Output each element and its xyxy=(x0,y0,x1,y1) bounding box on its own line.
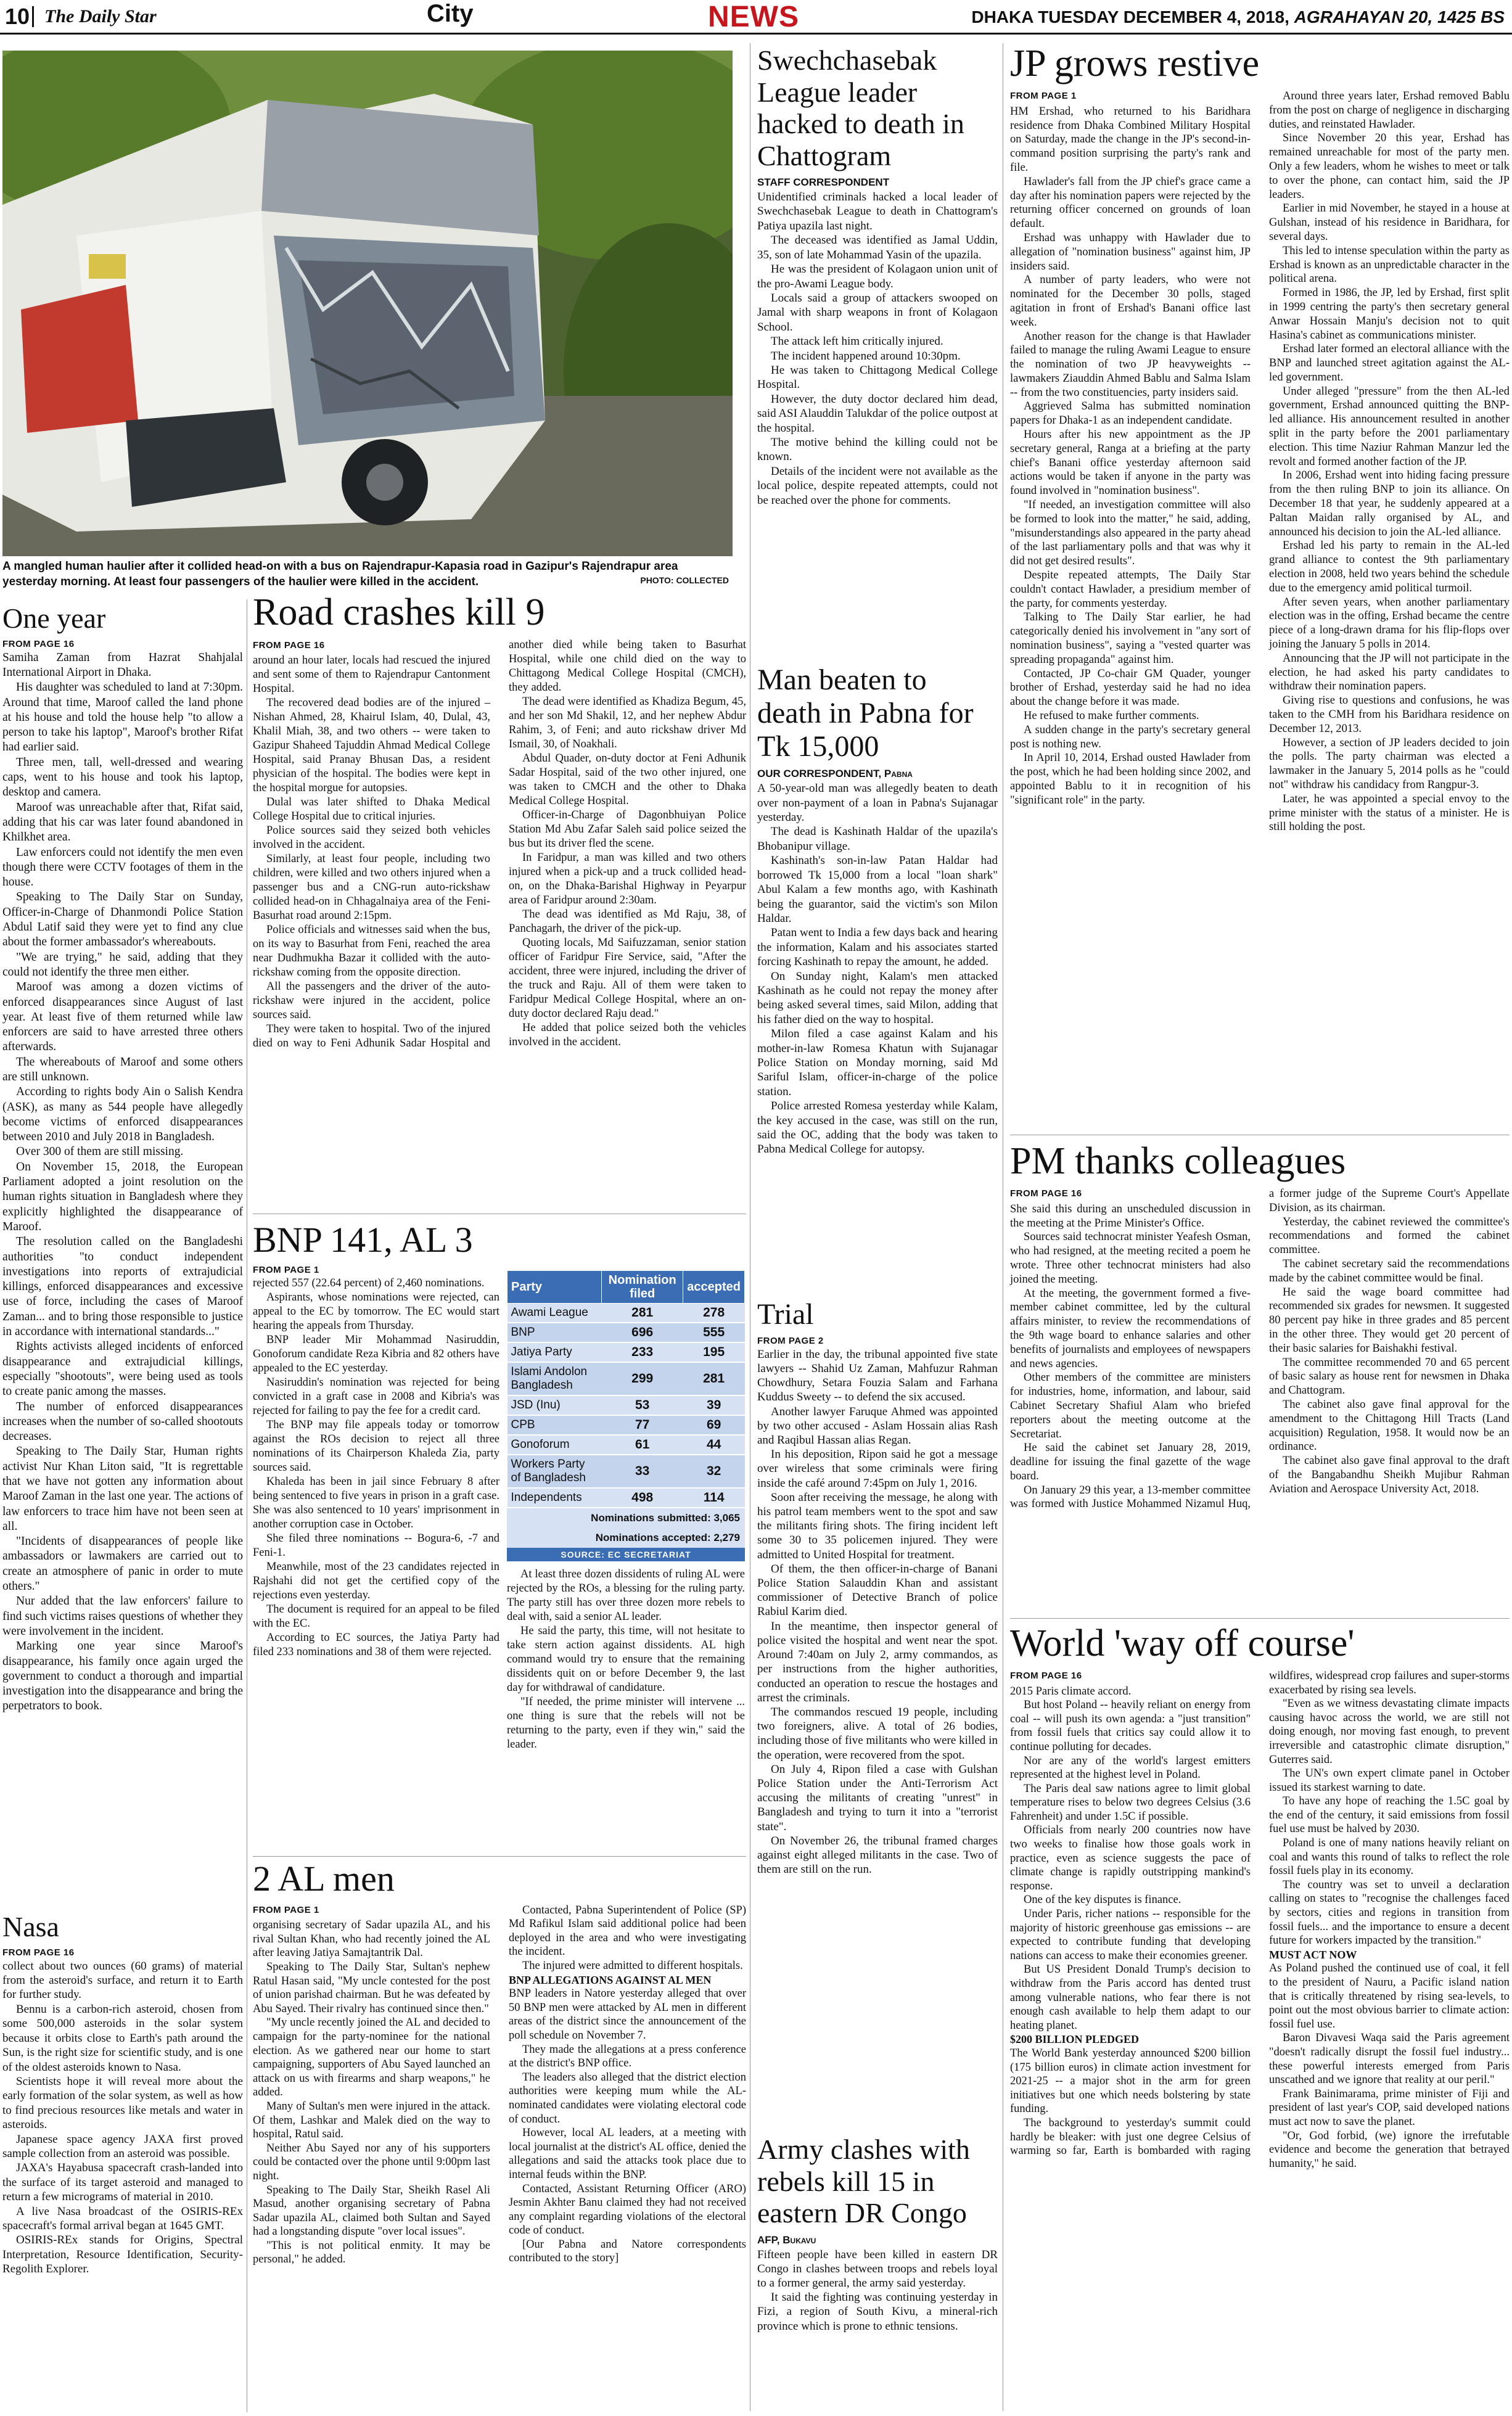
paragraph: Giving rise to questions and confusions, he was taken to the CMH from his Baridhara residence on December 12, 2013. xyxy=(1269,694,1510,735)
byline-trial: FROM PAGE 2 xyxy=(757,1335,824,1346)
paragraph: This led to intense speculation within the party as Ershad is known as an unpredictable character in the political arena. xyxy=(1269,244,1510,286)
accepted-cell: 69 xyxy=(683,1415,745,1435)
byline-one-year: FROM PAGE 16 xyxy=(2,638,75,649)
paragraph: Talking to The Daily Star earlier, he had categorically denied his involvement in "any sort of nomination business", saying a "vested quarter was spreading propaganda" against him. xyxy=(1010,611,1251,666)
paragraph: OSIRIS-REx stands for Origins, Spectral Interpretation, Resource Identification, Security-Regolith Explorer. xyxy=(2,2233,243,2276)
paragraph: Locals said a group of attackers swooped on Jamal with sharp weapons in front of Kolagaon School. xyxy=(757,291,998,334)
paragraph: On Sunday night, Kalam's men attacked Kashinath as he could not repay the money after being asked several times, said Milon, adding that his father died on the way to hospital. xyxy=(757,969,998,1026)
paragraph: Earlier in mid November, he stayed in a house at Gulshan, instead of his residence in Baridhara, for several days. xyxy=(1269,202,1510,243)
paragraph: Despite repeated attempts, The Daily Star couldn't contact Hawlader, a presidium member of the party, for comments yesterday. xyxy=(1010,569,1251,610)
article-bnp-continued xyxy=(507,1568,745,1752)
paragraph: At the meeting, the government formed a five-member cabinet committee, led by the cultural affairs minister, to review the recommendations of the 9th wage board to enhance salaries and other benefits of journalists and employees of newspapers and news agencies. xyxy=(1010,1287,1251,1370)
paragraph: Later, he was appointed a special envoy to the prime minister with the status of a minister. He is still holding the post. xyxy=(1269,792,1510,834)
paragraph: Fifteen people have been killed in eastern DR Congo in clashes between troops and rebels loyal to a former general, the army said yesterday. xyxy=(757,2248,998,2290)
date-english: DHAKA TUESDAY DECEMBER 4, 2018, xyxy=(971,7,1289,27)
accepted-cell: 555 xyxy=(683,1323,745,1342)
paragraph: On November 26, the tribunal framed charges against eight alleged militants in the case. Two of them are still on the run. xyxy=(757,1834,998,1876)
body-man-beaten xyxy=(757,781,998,1157)
paragraph: The committee recommended 70 and 65 percent of basic salary as house rent for newsmen in Dhaka and Chattogram. xyxy=(1269,1356,1510,1397)
accepted-cell: 32 xyxy=(683,1455,745,1488)
paragraph: BNP leaders in Natore yesterday alleged that over 50 BNP men were attacked by AL men in different areas of the district since the announcement of the poll schedule on November 7. xyxy=(509,1987,746,2042)
paragraph: However, local AL leaders, at a meeting with local journalist at the district's AL office, denied the allegations and said the attacks took place due to internal feuds within the BNP. xyxy=(509,2127,746,2181)
paragraph: The BNP may file appeals today or tomorrow against the ROs decision to reject all three nominations of its Chairperson Khaleda Zia, party sources said. xyxy=(253,1418,499,1474)
paragraph: In the meantime, then inspector general of police visited the hospital and went near the spot. Around 7:40am on July 2, army commandos, as per instructions from the higher authorities, conducted an operation to rescue the hostages and arrest the criminals. xyxy=(757,1619,998,1704)
paragraph: He added that police seized both the vehicles involved in the accident. xyxy=(509,1021,746,1048)
paragraph: HM Ershad, who returned to his Baridhara residence from Dhaka Combined Military Hospital on Saturday, made the change in the JP's second-in-command position surprising the party's rank and file. xyxy=(1010,105,1251,174)
paragraph: Contacted, JP Co-chair GM Quader, younger brother of Ershad, yesterday said he had no idea about the change before it was made. xyxy=(1010,667,1251,709)
nominations-grid xyxy=(507,1270,745,1508)
paragraph: Soon after receiving the message, he along with his patrol team members went to the spot and saw the militants firing shots. The firing incident left some 30 to 35 policemen injured. They were admitted to United Hospital for treatment. xyxy=(757,1490,998,1561)
paragraph: Patan went to India a few days back and hearing the information, Kalam and his associates started forcing Kashinath to repay the amount, he added. xyxy=(757,926,998,969)
paragraph: Another lawyer Faruque Ahmed was appointed by two other accused - Aslam Hossain alias Rash and Raqibul Hassan alias Regan. xyxy=(757,1405,998,1447)
paragraph: Maroof was unreachable after that, Rifat said, adding that his car was later found abandoned in Khilkhet area. xyxy=(2,800,243,844)
paragraph: Many of Sultan's men were injured in the attack. Of them, Lashkar and Malek died on the way to hospital, Ratul said. xyxy=(253,2100,490,2141)
filed-cell: 77 xyxy=(602,1415,683,1435)
filed-cell: 299 xyxy=(602,1362,683,1395)
party-cell: Gonoforum xyxy=(507,1435,602,1455)
paragraph: He said the party, this time, will not hesitate to take stern action against dissidents. AL high command would try to ensure that the remaining dissidents quit on or before December 9, the last day for withdrawal of candidature. xyxy=(507,1625,745,1694)
byline-road-crashes: FROM PAGE 16 xyxy=(253,639,325,651)
paragraph: His daughter was scheduled to land at 7:30pm. Around that time, Maroof called the land phone at his house and told the house help "to allow a person to take his laptop", Maroof's brother Rifat had earlier said. xyxy=(2,681,243,754)
paragraph: Scientists hope it will reveal more about the early formation of the solar system, as well as how to find precious resources like metals and water in asteroids. xyxy=(2,2074,243,2132)
party-cell: JSD (Inu) xyxy=(507,1395,602,1415)
paragraph: They made the allegations at a press conference at the district's BNP office. xyxy=(509,2043,746,2070)
paragraph: A live Nasa broadcast of the OSIRIS-REx spacecraft's formal arrival began at 1645 GMT. xyxy=(2,2204,243,2232)
body-al-men xyxy=(253,1904,746,2267)
paragraph: Nor are any of the world's largest emitters represented at the highest level in Poland. xyxy=(1010,1754,1251,1781)
subheading: $200 BILLION PLEDGED xyxy=(1010,2033,1140,2046)
paragraph: organising secretary of Sadar upazila AL, and his rival Sultan Khan, who had recently joined the AL after leaving Jatiya Samajtantrik Dal. xyxy=(253,1919,490,1960)
paragraph: "Even as we witness devastating climate impacts causing havoc across the world, we are still not doing enough, nor moving fast enough, to prevent irreversible and catastrophic climate disruption," Guterres said. xyxy=(1269,1698,1510,1766)
article-man-beaten xyxy=(757,664,998,1157)
paragraph: The dead were identified as Khadiza Begum, 45, and her son Md Shakil, 12, and her nephew Abdur Rahim, 3, of Feni; and auto rickshaw driver Md Ismail, 30, of Noakhali. xyxy=(509,695,746,750)
paragraph: Speaking to The Daily Star, Human rights activist Nur Khan Liton said, "It is regrettable that we have not gotten any information about Maroof Zaman in the last one year. The actions of law enforcers to trace him have not been seen at all. xyxy=(2,1445,243,1533)
paragraph: Around three years later, Ershad removed Bablu from the post on charge of negligence in discharging duties, and reinstated Hawlader. xyxy=(1269,89,1510,131)
headline-nasa: Nasa xyxy=(2,1911,59,1942)
paragraph: 2015 Paris climate accord. xyxy=(1010,1685,1132,1698)
paragraph: "Incidents of disappearances of people like ambassadors or lawmakers are carried out to create an atmosphere of panic in order to mute others." xyxy=(2,1535,243,1593)
paragraph: However, a section of JP leaders decided to join the polls. The party chairman was elected a lawmaker in the January 5, 2014 polls as he "could not" withdraw his candidacy from Rangpur-3. xyxy=(1269,736,1510,791)
paragraph: On July 4, Ripon filed a case with Gulshan Police Station under the Anti-Terrorism Act accusing the militants of creating "unrest" in Bangladesh and trying to turn it into a "terrorist state". xyxy=(757,1762,998,1833)
party-cell: Workers Party of Bangladesh xyxy=(507,1455,602,1488)
filed-cell: 33 xyxy=(602,1455,683,1488)
byline-nasa: FROM PAGE 16 xyxy=(2,1947,75,1958)
party-cell: CPB xyxy=(507,1415,602,1435)
paragraph: The deceased was identified as Jamal Uddin, 35, son of late Mohammad Yasin of the upazila. xyxy=(757,234,998,261)
paragraph: Contacted, Pabna Superintendent of Police (SP) Md Rafikul Islam said additional police had been deployed in the area and who were investigating the incident. xyxy=(509,1904,746,1958)
column-header: accepted xyxy=(683,1271,745,1304)
paragraph: Speaking to The Daily Star, Sultan's nephew Ratul Hasan said, "My uncle contested for the post of union parishad chairman. But he was defeated by Abu Sayed. Their rivalry has continued since then." xyxy=(253,1961,490,2015)
paragraph: Khaleda has been in jail since February 8 after being sentenced to five years in prison in a graft case. She was also sentenced to 10 years' imprisonment in another corruption case in October. xyxy=(253,1475,499,1531)
paragraph: The incident happened around 10:30pm. xyxy=(771,349,961,363)
paragraph: She filed three nominations -- Bogura-6, -7 and Feni-1. xyxy=(253,1532,499,1559)
paragraph: The dead was identified as Md Raju, 38, of Panchagarh, the driver of the pick-up. xyxy=(509,908,746,935)
paragraph: The World Bank yesterday announced $200 billion (175 billion euros) in climate action investment for 2021-25 -- a major shot in the arm for green initiatives but one which needs bolstering by state funding. xyxy=(1010,2047,1251,2116)
paragraph: Law enforcers could not identify the men even though there were CCTV footages of them in the house. xyxy=(2,845,243,889)
party-cell: Awami League xyxy=(507,1304,602,1323)
paragraph: The UN's own expert climate panel in October issued its starkest warning to date. xyxy=(1269,1767,1510,1794)
paragraph: [Our Pabna and Natore correspondents contributed to the story] xyxy=(509,2238,746,2265)
paragraph: Dulal was later shifted to Dhaka Medical College Hospital due to critical injuries. xyxy=(253,795,490,823)
paragraph: "If needed, the prime minister will intervene ... one thing is sure that the rebels will not be returning to the party, even if they win," said the leader. xyxy=(507,1696,745,1751)
headline-one-year: One year xyxy=(2,602,106,634)
body-bnp xyxy=(253,1276,499,1659)
masthead: The Daily Star xyxy=(44,6,157,27)
byline-swechchasebak: STAFF CORRESPONDENT xyxy=(757,176,890,189)
column-header: Party xyxy=(507,1271,602,1304)
issue-date xyxy=(971,7,1505,27)
paragraph: In April 10, 2014, Ershad ousted Hawlader from the post, which he had been holding since 2002, and appointed Bablu to it in recognition of his "significant role" in the party. xyxy=(1010,752,1251,807)
byline-pm-thanks: FROM PAGE 16 xyxy=(1010,1188,1082,1199)
paragraph: According to EC sources, the Jatiya Party had filed 233 nominations and 38 of them were rejected. xyxy=(253,1631,499,1658)
article-bnp xyxy=(253,1221,499,1659)
paragraph: Police officials and witnesses said when the bus, on its way to Basurhat from Feni, reached the area near Dudhmukha Bazar it collided with the auto-rickshaw coming from the opposite direction. xyxy=(253,923,490,979)
body-road-crashes xyxy=(253,638,746,1051)
paragraph: The attack left him critically injured. xyxy=(771,335,943,348)
paragraph: The cabinet also gave final approval for the amendment to the Chittagong Hill Tracts (Land acquisition) Regulation, 1958. It would now be an ordinance. xyxy=(1269,1398,1510,1453)
subheading: BNP ALLEGATIONS AGAINST AL MEN xyxy=(509,1973,712,1986)
byline-world: FROM PAGE 16 xyxy=(1010,1670,1082,1681)
filed-cell: 696 xyxy=(602,1323,683,1342)
paragraph: Officials from nearly 200 countries now have two weeks to finalise how those goals work in practice, even as science suggests the pace of climate change is rapidly outstripping mankind's response. xyxy=(1010,1824,1251,1892)
article-pm-thanks xyxy=(1010,1141,1510,1511)
paragraph: A 50-year-old man was allegedly beaten to death over non-payment of a loan in Pabna's Sujanagar yesterday. xyxy=(757,782,998,824)
paragraph: Nasiruddin's nomination was rejected for being convicted in a graft case in 2008 and Kibria's was rejected for failing to pay the fee for a credit card. xyxy=(253,1376,499,1417)
section-rule xyxy=(253,1856,746,1857)
body-one-year xyxy=(2,651,243,1714)
paragraph: As Poland pushed the continued use of coal, it fell to the president of Nauru, a Pacific island nation that is critically threatened by rising sea-levels, to point out the most obvious barrier to climate action: fossil fuel use. xyxy=(1269,1962,1510,2031)
article-nasa xyxy=(2,1912,243,2277)
table-row xyxy=(507,1488,745,1508)
paragraph: Neither Abu Sayed nor any of his supporters could be contacted over the phone until 9:00pm last night. xyxy=(253,2142,490,2182)
paragraph: But US President Donald Trump's decision to withdraw from the Paris accord has dented trust among vulnerable nations, who fear there is not enough cash available to help them adapt to our heating planet. xyxy=(1010,1963,1251,2032)
paragraph: Nur added that the law enforcers' failure to find such victims raises questions of whether they were involvement in the incident. xyxy=(2,1595,243,1638)
paragraph: However, the duty doctor declared him dead, said ASI Alauddin Talukdar of the police outpost at the hospital. xyxy=(757,392,998,435)
paragraph: Hours after his new appointment as the JP secretary general, Ranga at a briefing at the party chief's Banani office yesterday afternoon said actions would be taken if anyone in the party was found involved in "nomination business". xyxy=(1010,429,1251,498)
paragraph: The recovered dead bodies are of the injured – Nishan Ahmed, 28, Khairul Islam, 40, Dulal, 43, Khalil Miah, 38, and two others -- were taken to Gazipur Shaheed Tajuddin Ahmad Medical College Hospital, said Pranay Bhusan Das, a resident physician of the hospital. The bodies were kept in the hospital morgue for autopsies. xyxy=(253,696,490,794)
paragraph: Ershad led his party to remain in the AL-led grand alliance to contest the 9th parliamentary election in 2008, held two years behind the schedule due to the emergency amid political turmoil. xyxy=(1269,540,1510,594)
paragraph: Rights activists alleged incidents of enforced disappearance and extrajudicial killings, especially "shootouts", were being used as tools to create panic among the masses. xyxy=(2,1340,243,1399)
paragraph: He was the president of Kolagaon union unit of the pro-Awami League body. xyxy=(757,263,998,290)
paragraph: Baron Divavesi Waqa said the Paris agreement "doesn't radically disrupt the fossil fuel industry... these powerful interests emerged from Paris unscathed and we ignore that reality at our peril." xyxy=(1269,2032,1510,2087)
photo-credit: PHOTO: COLLECTED xyxy=(640,575,729,585)
accepted-cell: 39 xyxy=(683,1395,745,1415)
paragraph: On January 29 this year, a 13-member committee was formed with Justice Mohammed Nizamul Huq, a former judge of the Supreme Court's Appellate Division, as its chairman. xyxy=(1010,1187,1510,1511)
body-trial xyxy=(757,1347,998,1877)
paragraph: Police sources said they seized both vehicles involved in the accident. xyxy=(253,824,490,851)
paragraph: rejected 557 (22.64 percent) of 2,460 nominations. xyxy=(253,1276,485,1289)
section-label: NEWS xyxy=(708,1,799,33)
filed-cell: 498 xyxy=(602,1488,683,1508)
paragraph: A sudden change in the party's secretary general post is nothing new. xyxy=(1010,723,1251,750)
paragraph: The Paris deal saw nations agree to limit global temperature rises to below two degrees Celsius (3.6 Fahrenheit) and under 1.5C if possible. xyxy=(1010,1782,1251,1823)
filed-cell: 281 xyxy=(602,1304,683,1323)
party-cell: Independents xyxy=(507,1488,602,1508)
paragraph: At least three dozen dissidents of ruling AL were rejected by the ROs, a blessing for the ruling party. The party still has over three dozen more rebels to deal with, said a senior AL leader. xyxy=(507,1568,745,1623)
paragraph: Aspirants, whose nominations were rejected, can appeal to the EC by tomorrow. The EC would start hearing the appeals from Thursday. xyxy=(253,1291,499,1332)
paragraph: "Or, God forbid, (we) ignore the irrefutable evidence and become the generation that betrayed humanity," he said. xyxy=(1269,2129,1510,2170)
paragraph: Officer-in-Charge of Dagonbhuiyan Police Station Md Abu Zafar Saleh said police seized the bus but its driver fled the scene. xyxy=(509,808,746,850)
paragraph: It said the fighting was continuing yesterday in Fizi, a region of South Kivu, a mineral-rich province which is prone to ethnic tensions. xyxy=(757,2291,998,2333)
column-header: Nomination filed xyxy=(602,1271,683,1304)
paragraph: "This is not political enmity. It may be personal," he added. xyxy=(253,2239,490,2266)
paragraph: Since November 20 this year, Ershad has remained unreachable for most of the party men. Only a few leaders, whom he wishes to meet or talk to over the phone, can contact him, said the JP leaders. xyxy=(1269,132,1510,201)
accepted-cell: 195 xyxy=(683,1342,745,1362)
headline-army-clashes: Army clashes with rebels kill 15 in eastern DR Congo xyxy=(757,2134,970,2229)
paragraph: Earlier in the day, the tribunal appointed five state lawyers -- Shahid Uz Zaman, Mahfuzur Rahman Chowdhury, Setara Fouzia Salam and Farhana Kuddus Sweety -- to defend the six accused. xyxy=(757,1347,998,1404)
paragraph: The cabinet also gave final approval to the draft of the Bangabandhu Sheikh Mujibur Rahman Aviation and Aerospace University Act, 2018. xyxy=(1269,1455,1510,1495)
paragraph: Kashinath's son-in-law Patan Haldar had borrowed Tk 15,000 from a local "loan shark" Abul Kalam a few months ago, with Kashinath being the guarantor, said the victim's son Milon Haldar. xyxy=(757,854,998,925)
paragraph: The resolution called on the Bangladeshi authorities "to conduct independent investigations into reports of extrajudicial killings, enforced disappearances and excessive use of force, including the cases of Maroof Zaman... and to bring those responsible to justice in accordance with international standards..." xyxy=(2,1235,243,1339)
section-name: City xyxy=(427,0,474,27)
article-road-crashes xyxy=(253,592,746,1051)
paragraph: According to rights body Ain o Salish Kendra (ASK), as many as 544 people have allegedly become victims of enforced disappearances between 2010 and July 2018 in Bangladesh. xyxy=(2,1085,243,1144)
paragraph: The dead is Kashinath Haldar of the upazila's Bhobanipur village. xyxy=(757,825,998,853)
paragraph: Speaking to The Daily Star, Sheikh Rasel Ali Masud, another organising secretary of Pabna Sadar upazila AL, claimed both Sultan and Sayed had a longstanding dispute "over local issues". xyxy=(253,2184,490,2238)
paragraph: Speaking to The Daily Star on Sunday, Officer-in-Charge of Dhanmondi Police Station Abdul Latif said they were yet to find any clue about the former ambassador's whereabouts. xyxy=(2,890,243,949)
paragraph: "If needed, an investigation committee will also be formed to look into the matter," he said, adding, "misunderstandings also appeared in the party ahead of the last parliamentary polls and that was why it did not get desired results". xyxy=(1010,499,1251,568)
filed-cell: 53 xyxy=(602,1395,683,1415)
caption-text: A mangled human haulier after it collided head-on with a bus on Rajendrapur-Kapasia road in Gazipur's Rajendrapur area yesterday morning. At least four passengers of the haulier were killed in the accident. xyxy=(2,560,678,588)
paragraph: Details of the incident were not available as the local police, despite repeated attempts, could not be reached over the phone for comments. xyxy=(757,464,998,507)
paragraph: Bennu is a carbon-rich asteroid, chosen from some 500,000 asteroids in the solar system because it orbits close to Earth's path around the Sun, is the right size for scientific study, and is one of the oldest asteroids known to Nasa. xyxy=(2,2002,243,2074)
paragraph: around an hour later, locals had rescued the injured and sent some of them to Rajendrapur Cantonment Hospital. xyxy=(253,654,490,695)
paragraph: To have any hope of reaching the 1.5C goal by the end of the century, it said emissions from fossil fuel use must be halved by 2030. xyxy=(1269,1795,1510,1836)
paragraph: Samiha Zaman from Hazrat Shahjalal International Airport in Dhaka. xyxy=(2,651,243,679)
table-row xyxy=(507,1455,745,1488)
paragraph: Marking one year since Maroof's disappearance, his family once again urged the government to conduct a thorough and impartial investigation into the disappearance and bring the perpetrators to book. xyxy=(2,1640,243,1713)
paragraph: Under alleged "pressure" from the then AL-led government, Ershad announced quitting the BNP-led alliance. His announcement resulted in another split in the party before the 2001 parliamentary election. This time Naziur Rahman Manzur led the revolt and formed another faction of the JP. xyxy=(1269,385,1510,468)
paragraph: Of them, the then officer-in-charge of Banani Police Station Salauddin Khan and assistant commissioner of Detective Branch of police Rabiul Karim died. xyxy=(757,1562,998,1619)
photo-caption xyxy=(2,559,733,590)
paragraph: Under Paris, richer nations -- responsible for the majority of historic greenhouse gas emissions -- are expected to contribute funding that developing nations can access to make their economies greener. xyxy=(1010,1908,1251,1962)
paragraph: He said the cabinet set January 28, 2019, deadline for issuing the final gazette of the wage board. xyxy=(1010,1442,1251,1482)
headline-world: World 'way off course' xyxy=(1010,1622,1355,1664)
article-army-clashes xyxy=(757,2134,998,2333)
headline-swechchasebak: Swechchasebak League leader hacked to death in Chattogram xyxy=(757,44,964,171)
paragraph: Ershad later formed an electoral alliance with the BNP and launched street agitation against the AL-led government. xyxy=(1269,343,1510,384)
table-header-row xyxy=(507,1271,745,1304)
paragraph: Aggrieved Salma has submitted nomination papers for Dhaka-1 as an independent candidate. xyxy=(1010,400,1251,427)
header-divider xyxy=(32,6,34,27)
paragraph: "We are trying," he said, adding that they could not identify the three men either. xyxy=(2,950,243,979)
table-row xyxy=(507,1435,745,1455)
byline-jp: FROM PAGE 1 xyxy=(1010,90,1077,101)
paragraph: BNP leader Mir Mohammad Nasiruddin, Gonoforum candidate Reza Kibria and 82 others have appealed to the EC yesterday. xyxy=(253,1333,499,1374)
party-cell: BNP xyxy=(507,1323,602,1342)
article-swechchasebak xyxy=(757,44,998,507)
body-pm-thanks xyxy=(1010,1187,1510,1511)
paragraph: In Faridpur, a man was killed and two others injured when a pick-up and a truck collided head-on, on the Dhaka-Barishal Highway in Peyarpur area of Faridpur around 2:30am. xyxy=(509,851,746,906)
wrecked-vehicle-image xyxy=(2,51,733,556)
paragraph: Ershad was unhappy with Hawlader due to allegation of "nomination business" against him, JP insiders said. xyxy=(1010,231,1251,273)
nominations-submitted: Nominations submitted: 3,065 xyxy=(507,1508,745,1528)
accepted-cell: 278 xyxy=(683,1304,745,1323)
paragraph: Three men, tall, well-dressed and wearing caps, went to his house and took his laptop, desktop and camera. xyxy=(2,755,243,799)
article-one-year xyxy=(2,603,243,1714)
byline-al-men: FROM PAGE 1 xyxy=(253,1904,319,1915)
paragraph: They were taken to hospital. Two of the injured died on way to Feni Adhunik Sadar Hospital and another died while being taken to Basurhat Hospital, while one child died on the way to Chittagong Medical College Hospital (CMCH), they added. xyxy=(253,638,746,1050)
paragraph: The country was set to unveil a declaration calling on states to "recognise the challenges faced by sectors, cities and regions in transition from fossil fuels... and the importance to ensure a decent future for workers impacted by the transition." xyxy=(1269,1878,1510,1947)
body-swechchasebak xyxy=(757,190,998,507)
paragraph: JAXA's Hayabusa spacecraft crash-landed into the surface of its target asteroid and managed to return a few micrograms of material in 2010. xyxy=(2,2161,243,2204)
paragraph: Unidentified criminals hacked a local leader of Swechchasebak League to death in Chattogram's Patiya upazila last night. xyxy=(757,191,998,232)
paragraph: In 2006, Ershad went into hiding facing pressure from the then ruling BNP to join its alliance. On December 18 that year, he suddenly appeared at a Paltan Maidan rally organised by AL, and announced his decision to join the AL-led alliance. xyxy=(1269,469,1510,538)
paragraph: A number of party leaders, who were not nominated for the December 30 polls, staged agitation in front of Ershad's Banani office last week. xyxy=(1010,274,1251,329)
section-rule xyxy=(1010,1618,1510,1619)
accepted-cell: 114 xyxy=(683,1488,745,1508)
byline-man-beaten: OUR CORRESPONDENT, Pabna xyxy=(757,768,913,780)
paragraph: Meanwhile, most of the 23 candidates rejected in Rajshahi did not get the certified copy of the rejections even yesterday. xyxy=(253,1560,499,1601)
paragraph: The cabinet secretary said the recommendations made by the cabinet committee would be final. xyxy=(1269,1257,1510,1284)
article-jp xyxy=(1010,43,1510,834)
body-army-clashes xyxy=(757,2248,998,2333)
paragraph: collect about two ounces (60 grams) of material from the asteroid's surface, and return it to Earth for further study. xyxy=(2,1959,243,2002)
paragraph: Formed in 1986, the JP, led by Ershad, first split in 1999 centring the party's then secretary general Anwar Hossain Manju's decision not to quit Hasina's cabinet as communications minister. xyxy=(1269,287,1510,342)
table-source: SOURCE: EC SECRETARIAT xyxy=(507,1548,745,1561)
table-row xyxy=(507,1323,745,1342)
body-bnp-continued xyxy=(507,1568,745,1752)
table-row xyxy=(507,1395,745,1415)
paragraph: He refused to make further comments. xyxy=(1024,710,1199,723)
paragraph: Police arrested Romesa yesterday while Kalam, the key accused in the case, was still on the run, said the OC, adding that the body was taken to Pabna Medical College for autopsy. xyxy=(757,1099,998,1156)
paragraph: Sources said technocrat minister Yeafesh Osman, who had resigned, at the meeting recited a poem he wrote. Three other technocrat ministers had also joined the meeting. xyxy=(1010,1231,1251,1286)
paragraph: He said the wage board committee had recommended six grades for newsmen. It suggested 80 percent pay hike in three grades and 85 percent in the other three. They would get 20 percent of their basic salaries for Baishakhi festival. xyxy=(1269,1286,1510,1355)
paragraph: But host Poland -- heavily reliant on energy from coal -- will push its own agenda: a "just transition" from fossil fuels that critics say could allow it to continue polluting for decades. xyxy=(1010,1699,1251,1753)
page-header xyxy=(0,0,1512,35)
paragraph: In his deposition, Ripon said he got a message over wireless that some criminals were firing inside the café around 7:45pm on July 1, 2016. xyxy=(757,1448,998,1490)
paragraph: She said this during an unscheduled discussion in the meeting at the Prime Minister's Office. xyxy=(1010,1202,1251,1230)
paragraph: Contacted, Assistant Returning Officer (ARO) Jesmin Akhter Banu claimed they had not received any complaint regarding violations of the electoral code of conduct. xyxy=(509,2182,746,2237)
page-number: 10 xyxy=(5,4,30,29)
article-trial xyxy=(757,1299,998,1876)
accident-photo xyxy=(2,51,733,556)
headline-bnp: BNP 141, AL 3 xyxy=(253,1220,473,1260)
party-cell: Jatiya Party xyxy=(507,1342,602,1362)
paragraph: Hawlader's fall from the JP chief's grace came a day after his nomination papers were rejected by the returning officer concerned on grounds of loan default. xyxy=(1010,175,1251,231)
paragraph: The motive behind the killing could not be known. xyxy=(757,435,998,464)
accepted-cell: 281 xyxy=(683,1362,745,1395)
party-cell: Islami Andolon Bangladesh xyxy=(507,1362,602,1395)
accepted-cell: 44 xyxy=(683,1435,745,1455)
paragraph: All the passengers and the driver of the auto-rickshaw were injured in the accident, police sources said. xyxy=(253,980,490,1021)
filed-cell: 233 xyxy=(602,1342,683,1362)
headline-road-crashes: Road crashes kill 9 xyxy=(253,591,545,633)
table-row xyxy=(507,1415,745,1435)
paragraph: The whereabouts of Maroof and some others are still unknown. xyxy=(2,1055,243,1083)
paragraph: The document is required for an appeal to be filed with the EC. xyxy=(253,1603,499,1630)
paragraph: The number of enforced disappearances increases when the number of so-called shootouts decreases. xyxy=(2,1400,243,1444)
paragraph: Poland is one of many nations heavily reliant on coal and wants this round of talks to reflect the role fossil fuels play in its economy. xyxy=(1269,1837,1510,1878)
paragraph: Japanese space agency JAXA first proved sample collection from an asteroid was possible. xyxy=(2,2132,243,2160)
table-row xyxy=(507,1342,745,1362)
paragraph: The commandos rescued 19 people, including two foreigners, alive. A total of 26 bodies, including those of five militants who were killed in the operation, were recovered from the spot. xyxy=(757,1705,998,1762)
date-bangla: AGRAHAYAN 20, 1425 BS xyxy=(1294,7,1505,27)
paragraph: Other members of the committee are ministers for industries, home, information, and labour, said Cabinet Secretary Shafiul Alam who briefed reporters about the meeting outcome at the Secretariat. xyxy=(1010,1371,1251,1440)
filed-cell: 61 xyxy=(602,1435,683,1455)
paragraph: Over 300 of them are still missing. xyxy=(16,1145,184,1159)
headline-al-men: 2 AL men xyxy=(253,1859,395,1899)
paragraph: Quoting locals, Md Saifuzzaman, senior station officer of Faridpur Fire Service, said, "After the accident, three were injured, including the driver of the truck and Raju. All of them were taken to Faridpur Medical College Hospital, where an on-duty doctor declared Raju dead." xyxy=(509,936,746,1020)
paragraph: One of the key disputes is finance. xyxy=(1024,1894,1181,1907)
body-jp xyxy=(1010,89,1510,834)
paragraph: Another reason for the change is that Hawlader failed to manage the ruling Awami League to ensure the nomination of two JP heavyweights -- lawmakers Ziauddin Ahmed Bablu and Salma Islam -- from the two constituencies, party insiders said. xyxy=(1010,330,1251,399)
nominations-accepted: Nominations accepted: 2,279 xyxy=(507,1528,745,1548)
paragraph: Maroof was among a dozen victims of enforced disappearances since August of last year. At least five of them returned while law enforcers are said to have arrested three others afterwards. xyxy=(2,980,243,1054)
paragraph: After seven years, when another parliamentary election was in the offing, Ershad became the centre piece of a long-drawn drama for his flip-flops over joining the January 5 polls in 2014. xyxy=(1269,596,1510,651)
byline-army-clashes: AFP, Bukavu xyxy=(757,2233,816,2246)
table-row xyxy=(507,1362,745,1395)
paragraph: Yesterday, the cabinet reviewed the committee's recommendations and formed the cabinet committee. xyxy=(1269,1215,1510,1257)
article-world xyxy=(1010,1623,1510,2171)
nominations-table xyxy=(507,1270,745,1561)
headline-pm-thanks: PM thanks colleagues xyxy=(1010,1140,1346,1182)
headline-trial: Trial xyxy=(757,1298,814,1331)
headline-man-beaten: Man beaten to death in Pabna for Tk 15,000 xyxy=(757,664,974,763)
paragraph: Announcing that the JP will not participate in the election, he had asked his party candidates to withdraw their nomination papers. xyxy=(1269,652,1510,693)
table-row xyxy=(507,1304,745,1323)
paragraph: Frank Bainimarama, prime minister of Fiji and president of last year's COP, said developed nations must act now to save the planet. xyxy=(1269,2087,1510,2128)
paragraph: Abdul Quader, on-duty doctor at Feni Adhunik Sadar Hospital, said of the two other injured, one was taken to CMCH and the other to Dhaka Medical College Hospital. xyxy=(509,752,746,807)
paragraph: He was taken to Chittagong Medical College Hospital. xyxy=(757,363,998,392)
paragraph: "My uncle recently joined the AL and decided to campaign for the party-nominee for the national election. As we gathered near our home to start campaigning, supporters of Abu Sayed launched an attack on us with firearms and sharp weapons," he added. xyxy=(253,2016,490,2099)
paragraph: The leaders also alleged that the district election authorities were keeping mum while the AL-nominated candidates were violating electoral code of conduct. xyxy=(509,2071,746,2126)
article-al-men xyxy=(253,1860,746,2267)
paragraph: Milon filed a case against Kalam and his mother-in-law Romesa Khatun with Sujanagar Police Station on Monday morning, said Md Sariful Islam, officer-in-charge of the police station. xyxy=(757,1027,998,1098)
byline-bnp: FROM PAGE 1 xyxy=(253,1264,319,1275)
paragraph: Similarly, at least four people, including two children, were killed and two others injured when a passenger bus and a CNG-run auto-rickshaw collided head-on in Chhagalnaiya area of the Feni-Basurhat road around 2:15pm. xyxy=(253,852,490,922)
paragraph: The background to yesterday's summit could hardly be bleaker: with just one degree Celsius of warming so far, Earth is bombarded with raging wildfires, widespread crop failures and super-storms exacerbated by rising sea levels. xyxy=(1010,1669,1510,2158)
paragraph: On November 15, 2018, the European Parliament adopted a joint resolution on the human rights situation in Bangladesh where they explicitly highlighted the disappearance of Maroof. xyxy=(2,1160,243,1233)
subheading: MUST ACT NOW xyxy=(1269,1948,1357,1961)
headline-jp: JP grows restive xyxy=(1010,43,1260,84)
body-nasa xyxy=(2,1959,243,2277)
paragraph: The injured were admitted to different hospitals. xyxy=(522,1960,743,1972)
body-world xyxy=(1010,1669,1510,2171)
